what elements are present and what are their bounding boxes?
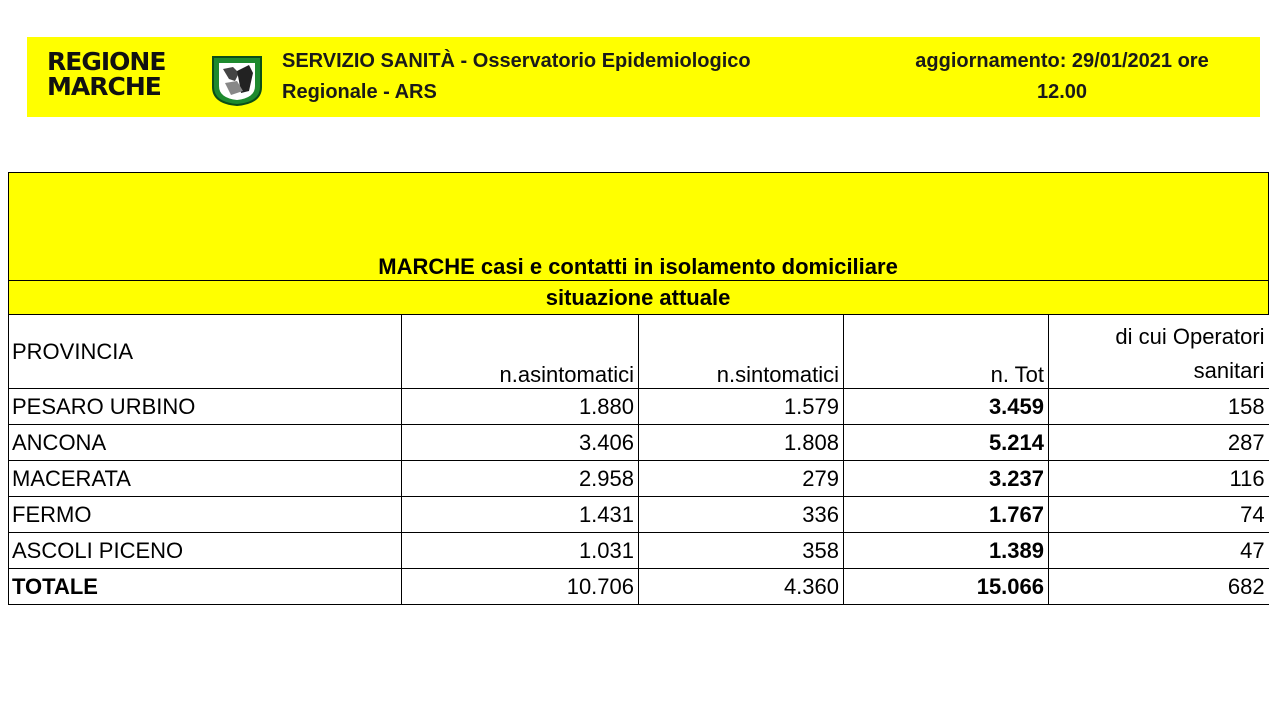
cell-provincia: MACERATA (9, 461, 402, 497)
col-header-sintomatici: n.sintomatici (639, 315, 844, 389)
cell-asintomatici: 1.880 (402, 389, 639, 425)
logo-line-1: REGIONE (47, 47, 166, 76)
header-title-line-2: Regionale - ARS (282, 81, 437, 103)
col-header-provincia: PROVINCIA (9, 315, 402, 389)
table-subtitle: situazione attuale (9, 281, 1269, 315)
cell-provincia: FERMO (9, 497, 402, 533)
cell-tot: 3.237 (844, 461, 1049, 497)
regione-marche-logo (47, 49, 252, 107)
table-row (9, 533, 1269, 569)
logo-text (47, 49, 165, 99)
cell-sintomatici: 1.579 (639, 389, 844, 425)
cell-asintomatici: 3.406 (402, 425, 639, 461)
cell-operatori: 47 (1049, 533, 1269, 569)
table-row (9, 497, 1269, 533)
header-title-line-1: SERVIZIO SANITÀ - Osservatorio Epidemiologico (282, 50, 751, 72)
table-subtitle-row (9, 281, 1269, 315)
cell-asintomatici: 1.431 (402, 497, 639, 533)
cell-provincia: ASCOLI PICENO (9, 533, 402, 569)
update-timestamp (867, 46, 1257, 108)
cell-provincia: ANCONA (9, 425, 402, 461)
header-band (27, 37, 1260, 117)
cell-sintomatici: 1.808 (639, 425, 844, 461)
total-row (9, 569, 1269, 605)
table-title-row (9, 173, 1269, 281)
cell-total-asintomatici: 10.706 (402, 569, 639, 605)
table-row (9, 461, 1269, 497)
header-title (282, 46, 842, 108)
cell-totale-label: TOTALE (9, 569, 402, 605)
cell-sintomatici: 336 (639, 497, 844, 533)
region-emblem-icon (209, 51, 265, 107)
update-line-1: aggiornamento: 29/01/2021 ore (915, 50, 1209, 72)
table-title: MARCHE casi e contatti in isolamento domiciliare (9, 173, 1269, 281)
table-row (9, 425, 1269, 461)
update-line-2: 12.00 (1036, 81, 1088, 103)
cell-tot: 3.459 (844, 389, 1049, 425)
cell-operatori: 287 (1049, 425, 1269, 461)
logo-line-2: MARCHE (47, 72, 161, 101)
col-header-operatori (1049, 315, 1269, 389)
cell-operatori: 158 (1049, 389, 1269, 425)
cell-tot: 1.767 (844, 497, 1049, 533)
cell-sintomatici: 279 (639, 461, 844, 497)
column-header-row (9, 315, 1269, 389)
cell-tot: 1.389 (844, 533, 1049, 569)
table-row (9, 389, 1269, 425)
col-header-asintomatici: n.asintomatici (402, 315, 639, 389)
col-header-operatori-line-2: sanitari (1193, 358, 1265, 383)
cell-operatori: 116 (1049, 461, 1269, 497)
cell-sintomatici: 358 (639, 533, 844, 569)
col-header-operatori-line-1: di cui Operatori (1115, 324, 1265, 349)
cell-total-operatori: 682 (1049, 569, 1269, 605)
col-header-tot: n. Tot (844, 315, 1049, 389)
cell-provincia: PESARO URBINO (9, 389, 402, 425)
cell-operatori: 74 (1049, 497, 1269, 533)
cell-tot: 5.214 (844, 425, 1049, 461)
cell-asintomatici: 1.031 (402, 533, 639, 569)
isolation-table (8, 172, 1269, 605)
cell-total-tot: 15.066 (844, 569, 1049, 605)
cell-total-sintomatici: 4.360 (639, 569, 844, 605)
cell-asintomatici: 2.958 (402, 461, 639, 497)
